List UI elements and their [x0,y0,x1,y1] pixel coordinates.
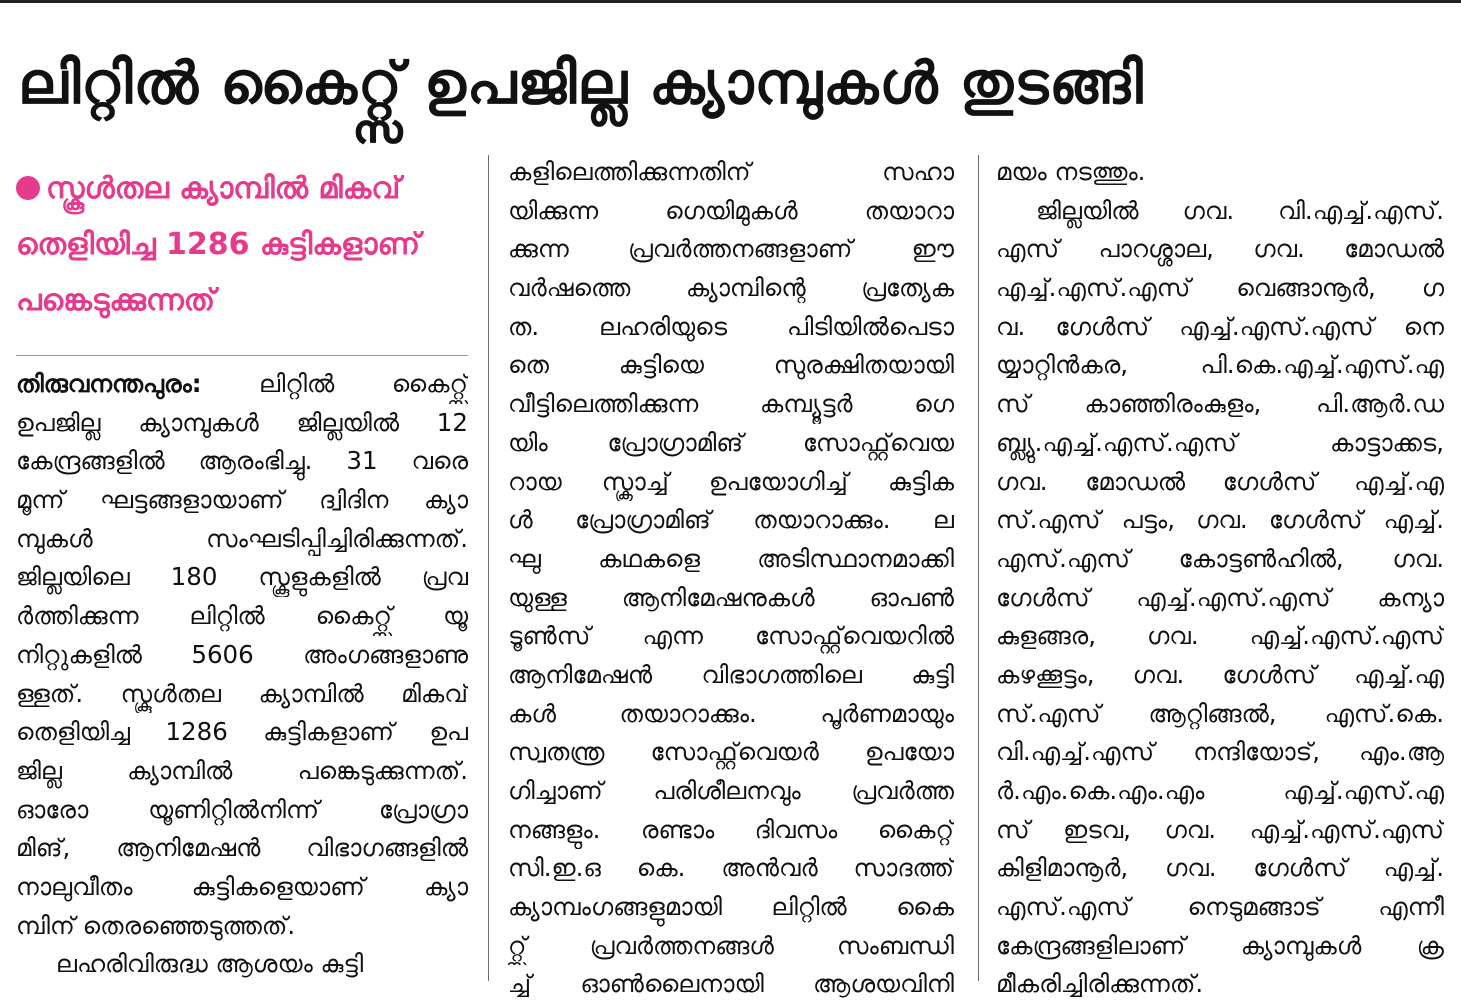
column-2-line: കൾ തയാറാക്കും. പൂർണമായും [508,698,954,728]
column-3-line: യ്യാറ്റിൻകര, പി.കെ.എച്ച്.എസ്.എ [996,350,1444,380]
column-3-line: കിളിമാനൂർ, ഗവ. ഗേൾസ് എച്ച്. [996,853,1444,883]
column-2-line: ഘു കഥകളെ അടിസ്ഥാനമാക്കി [508,543,954,573]
column-2-line: ത. ലഹരിയുടെ പിടിയിൽപെടാ [508,311,954,341]
column-3-line: ബ്ല്യു.എച്ച്.എസ്.എസ് കാട്ടാക്കട, [996,427,1444,457]
column-1-line: ഉപജില്ല ക്യാമ്പുകൾ ജില്ലയിൽ 12 [16,407,468,437]
column-1-line: കേന്ദ്രങ്ങളിൽ ആരംഭിച്ചു. 31 വരെ [16,446,468,476]
column-3-line: വി.എച്ച്.എസ് നന്ദിയോട്, എം.ആ [996,737,1444,767]
column-3 [996,153,1444,1004]
column-2-line: വീട്ടിലെത്തിക്കുന്ന കമ്പ്യൂട്ടർ ഗെ [508,389,954,419]
bullet-dot-icon [16,176,40,200]
column-2-line: യിം പ്രോഗ്രാമിങ് സോഫ്റ്റ്‌വെയ [508,427,954,457]
column-1-line: തിരുവനന്തപുരം: ലിറ്റിൽ കൈറ്റ്സ് [16,369,468,398]
column-1 [16,365,468,984]
highlight-blurb [16,161,466,329]
column-2-line: ൾ പ്രോഗ്രാമിങ് തയാറാക്കും. ല [508,505,954,535]
blurb-divider [16,355,468,356]
column-rule [488,155,489,981]
column-2-line: വർഷത്തെ ക്യാമ്പിന്റെ പ്രത്യേക [508,273,954,303]
column-3-line: കുളങ്ങര, ഗവ. എച്ച്.എസ്.എസ് [996,621,1444,651]
column-2-line: ടൂൺസ് എന്ന സോഫ്റ്റ്‌വെയറിൽ [508,621,954,651]
column-2-line: യിക്കുന്ന ഗെയിമുകൾ തയാറാ [508,195,954,225]
column-2-line: റായ സ്ക്രാച്ച് ഉപയോഗിച്ച് കുട്ടിക [508,466,954,496]
column-3-line: സ്.എസ് പട്ടം, ഗവ. ഗേൾസ് എച്ച്. [996,505,1444,535]
column-2 [508,153,954,1004]
column-3-line: ർ.എം.കെ.എം.എം എച്ച്.എസ്.എ [996,776,1444,805]
column-1-line: നിറ്റുകളിൽ 5606 അംഗങ്ങളാണു [16,639,468,669]
column-1-line: മിങ്, ആനിമേഷൻ വിഭാഗങ്ങളിൽ [16,833,468,863]
column-2-line: സി.ഇ.ഒ കെ. അൻവർ സാദത്ത് [508,853,954,883]
column-1-line: മ്പുകൾ സംഘടിപ്പിച്ചിരിക്കുന്നത്. [16,523,468,553]
column-1-line: മ്പിന് തെരഞ്ഞെടുത്തത്. [16,910,296,940]
column-2-line: നങ്ങളും. രണ്ടാം ദിവസം കൈറ്റ് [508,814,954,844]
column-3-line: ഗേൾസ് എച്ച്.എസ്.എസ് കന്യാ [996,582,1444,612]
column-1-line: ള്ളത്. സ്കൂൾതല ക്യാമ്പിൽ മികവ് [16,678,468,708]
column-1-line: ർത്തിക്കുന്ന ലിറ്റിൽ കൈറ്റ്സ് യൂ [16,601,468,631]
column-3-line: സ്.എസ് ആറ്റിങ്ങൽ, എസ്.കെ. [996,698,1444,728]
column-3-line: ജില്ലയിൽ ഗവ. വി.എച്ച്.എസ്. [1036,195,1444,225]
column-1-line: മൂന്ന് ഘട്ടങ്ങളായാണ് ദ്വിദിന ക്യാ [16,485,468,515]
column-rule [978,155,979,981]
column-3-line: എസ്.എസ് കോട്ടൺഹിൽ, ഗവ. [996,543,1444,573]
column-2-line: കളിലെത്തിക്കുന്നതിന് സഹാ [508,157,954,186]
column-2-line: ച്ച് ഓൺലൈനായി ആശയവിനി [508,969,954,999]
column-3-line: കേന്ദ്രങ്ങളിലാണ് ക്യാമ്പുകൾ ക്ര [996,930,1444,960]
column-1-line: നാലുവീതം കുട്ടികളെയാണ് ക്യാ [16,871,468,901]
column-1-line: തെളിയിച്ച 1286 കുട്ടികളാണ് ഉപ [16,717,468,747]
dateline: തിരുവനന്തപുരം: [16,369,202,398]
column-2-line: സ്വതന്ത്ര സോഫ്റ്റ്‌വെയർ ഉപയോ [508,737,954,767]
column-3-line: മീകരിച്ചിരിക്കുന്നത്. [996,969,1204,999]
column-1-line: ജില്ല ക്യാമ്പിൽ പങ്കെടുക്കുന്നത്. [16,755,468,785]
column-2-line: ഗിച്ചാണ് പരിശീലനവും പ്രവർത്ത [508,776,954,805]
column-1-line: ലഹരിവിരുദ്ധ ആശയം കുട്ടി [56,949,364,979]
column-3-line: ഗവ. മോഡൽ ഗേൾസ് എച്ച്.എ [996,466,1444,496]
column-2-line: ക്യാമ്പംഗങ്ങളുമായി ലിറ്റിൽ കൈ [508,892,954,922]
column-3-line: കഴക്കൂട്ടം, ഗവ. ഗേൾസ് എച്ച്.എ [996,659,1444,689]
column-3-line: സ് ഇടവ, ഗവ. എച്ച്.എസ്.എസ് [996,814,1444,844]
column-3-line: സ് കാഞ്ഞിരംകുളം, പി.ആർ.ഡ [996,389,1444,419]
column-3-line: വ. ഗേൾസ് എച്ച്.എസ്.എസ് നെ [996,311,1444,341]
column-1-line: ഓരോ യൂണിറ്റിൽനിന്ന് പ്രോഗ്രാ [16,794,468,824]
column-2-line: റ്റ്സ് പ്രവർത്തനങ്ങൾ സംബന്ധി [508,930,954,960]
headline: ലിറ്റിൽ കൈറ്റ്സ് ഉപജില്ല ക്യാമ്പുകൾ തുടങ്ങി [18,49,1144,117]
column-2-line: യുള്ള ആനിമേഷനുകൾ ഓപൺ [508,582,954,612]
column-3-line: എസ് പാറശ്ശാല, ഗവ. മോഡൽ [996,234,1444,264]
column-3-line: എസ്.എസ് നെടുമങ്ങാട് എന്നീ [996,892,1444,922]
column-1-line: ജില്ലയിലെ 180 സ്കൂളുകളിൽ പ്രവ [16,562,468,592]
column-2-line: തെ കുട്ടിയെ സുരക്ഷിതയായി [508,350,954,380]
highlight-text: സ്കൂൾതല ക്യാമ്പിൽ മികവ് തെളിയിച്ച 1286 കുട്ടികളാണ് പങ്കെടുക്കുന്നത് [16,171,420,318]
column-3-line: മയം നടത്തും. [996,157,1146,186]
column-2-line: ക്കുന്ന പ്രവർത്തനങ്ങളാണ് ഈ [508,234,954,264]
column-3-line: എച്ച്.എസ്.എസ് വെങ്ങാനൂർ, ഗ [996,273,1444,303]
column-2-line: ആനിമേഷൻ വിഭാഗത്തിലെ കുട്ടി [508,659,954,689]
